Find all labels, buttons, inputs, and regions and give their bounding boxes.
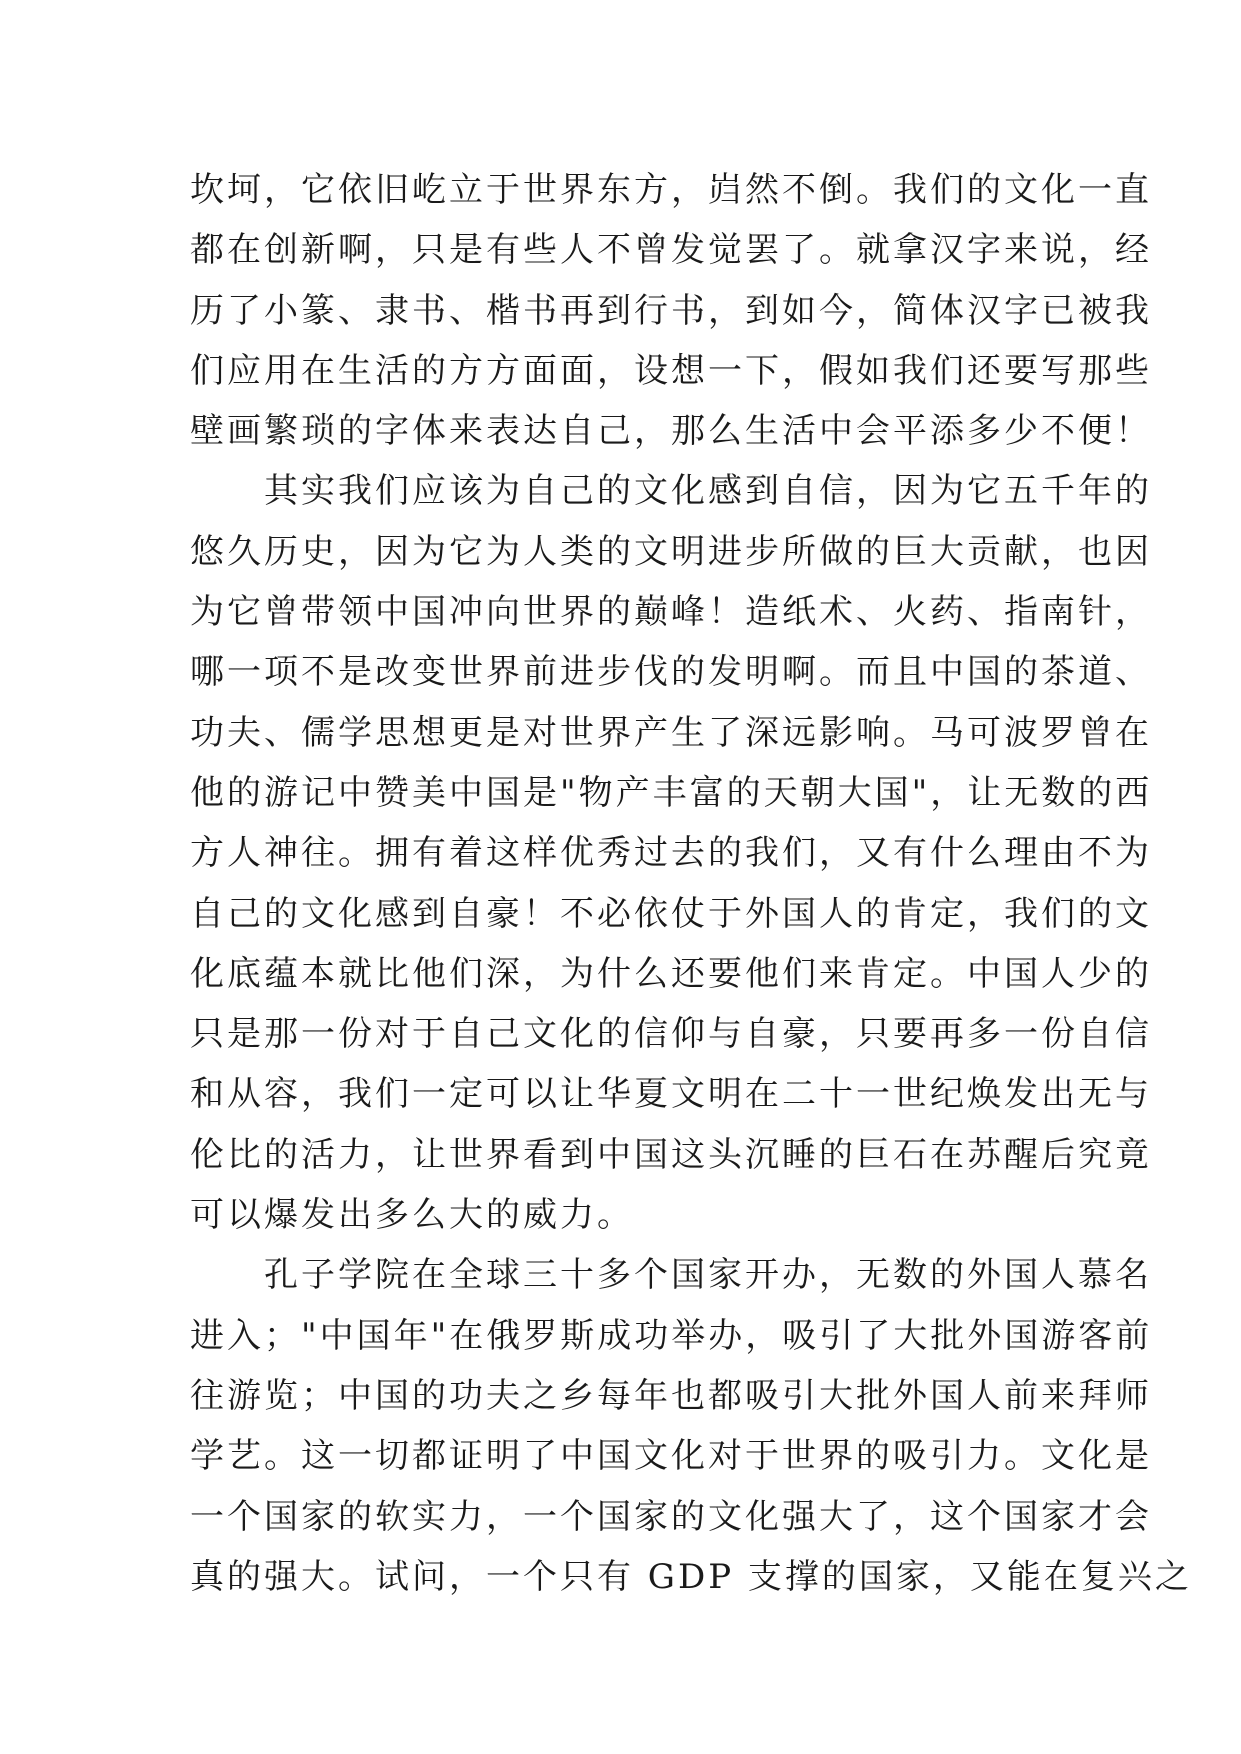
text-line: 方人神往。拥有着这样优秀过去的我们，又有什么理由不为 [190,833,1152,874]
text-line: 化底蕴本就比他们深，为什么还要他们来肯定。中国人少的 [190,953,1152,994]
text-line: 他的游记中赞美中国是"物产丰富的天朝大国"，让无数的西 [190,772,1153,813]
text-line: 一个国家的软实力，一个国家的文化强大了，这个国家才会 [190,1496,1152,1537]
text-line: 都在创新啊，只是有些人不曾发觉罢了。就拿汉字来说，经 [190,230,1152,271]
text-line: 只是那一份对于自己文化的信仰与自豪，只要再多一份自信 [190,1014,1152,1055]
text-line: 孔子学院在全球三十多个国家开办，无数的外国人慕名 [190,1255,1152,1296]
body-text [190,160,1192,1607]
text-line: 可以爆发出多么大的威力。 [190,1195,634,1236]
text-line: 往游览；中国的功夫之乡每年也都吸引大批外国人前来拜师 [190,1375,1152,1416]
text-line: 自己的文化感到自豪！不必依仗于外国人的肯定，我们的文 [190,893,1152,934]
text-line: 真的强大。试问，一个只有 GDP 支撑的国家，又能在复兴之 [190,1556,1192,1597]
text-line: 悠久历史，因为它为人类的文明进步所做的巨大贡献，也因 [190,531,1152,572]
text-line: 哪一项不是改变世界前进步伐的发明啊。而且中国的茶道、 [190,652,1152,693]
text-line: 其实我们应该为自己的文化感到自信，因为它五千年的 [190,471,1152,512]
text-line: 进入；"中国年"在俄罗斯成功举办，吸引了大批外国游客前 [190,1315,1153,1356]
text-line: 功夫、儒学思想更是对世界产生了深远影响。马可波罗曾在 [190,712,1152,753]
text-line: 为它曾带领中国冲向世界的巅峰！造纸术、火药、指南针， [190,592,1152,633]
text-line: 们应用在生活的方方面面，设想一下，假如我们还要写那些 [190,350,1152,391]
text-line: 学艺。这一切都证明了中国文化对于世界的吸引力。文化是 [190,1436,1152,1477]
text-line: 坎坷，它依旧屹立于世界东方，岿然不倒。我们的文化一直 [190,170,1152,210]
text-line: 和从容，我们一定可以让华夏文明在二十一世纪焕发出无与 [190,1074,1152,1115]
text-line: 历了小篆、隶书、楷书再到行书，到如今，简体汉字已被我 [190,290,1152,331]
text-line: 伦比的活力，让世界看到中国这头沉睡的巨石在苏醒后究竟 [190,1134,1152,1175]
text-line: 壁画繁琐的字体来表达自己，那么生活中会平添多少不便！ [190,411,1152,452]
